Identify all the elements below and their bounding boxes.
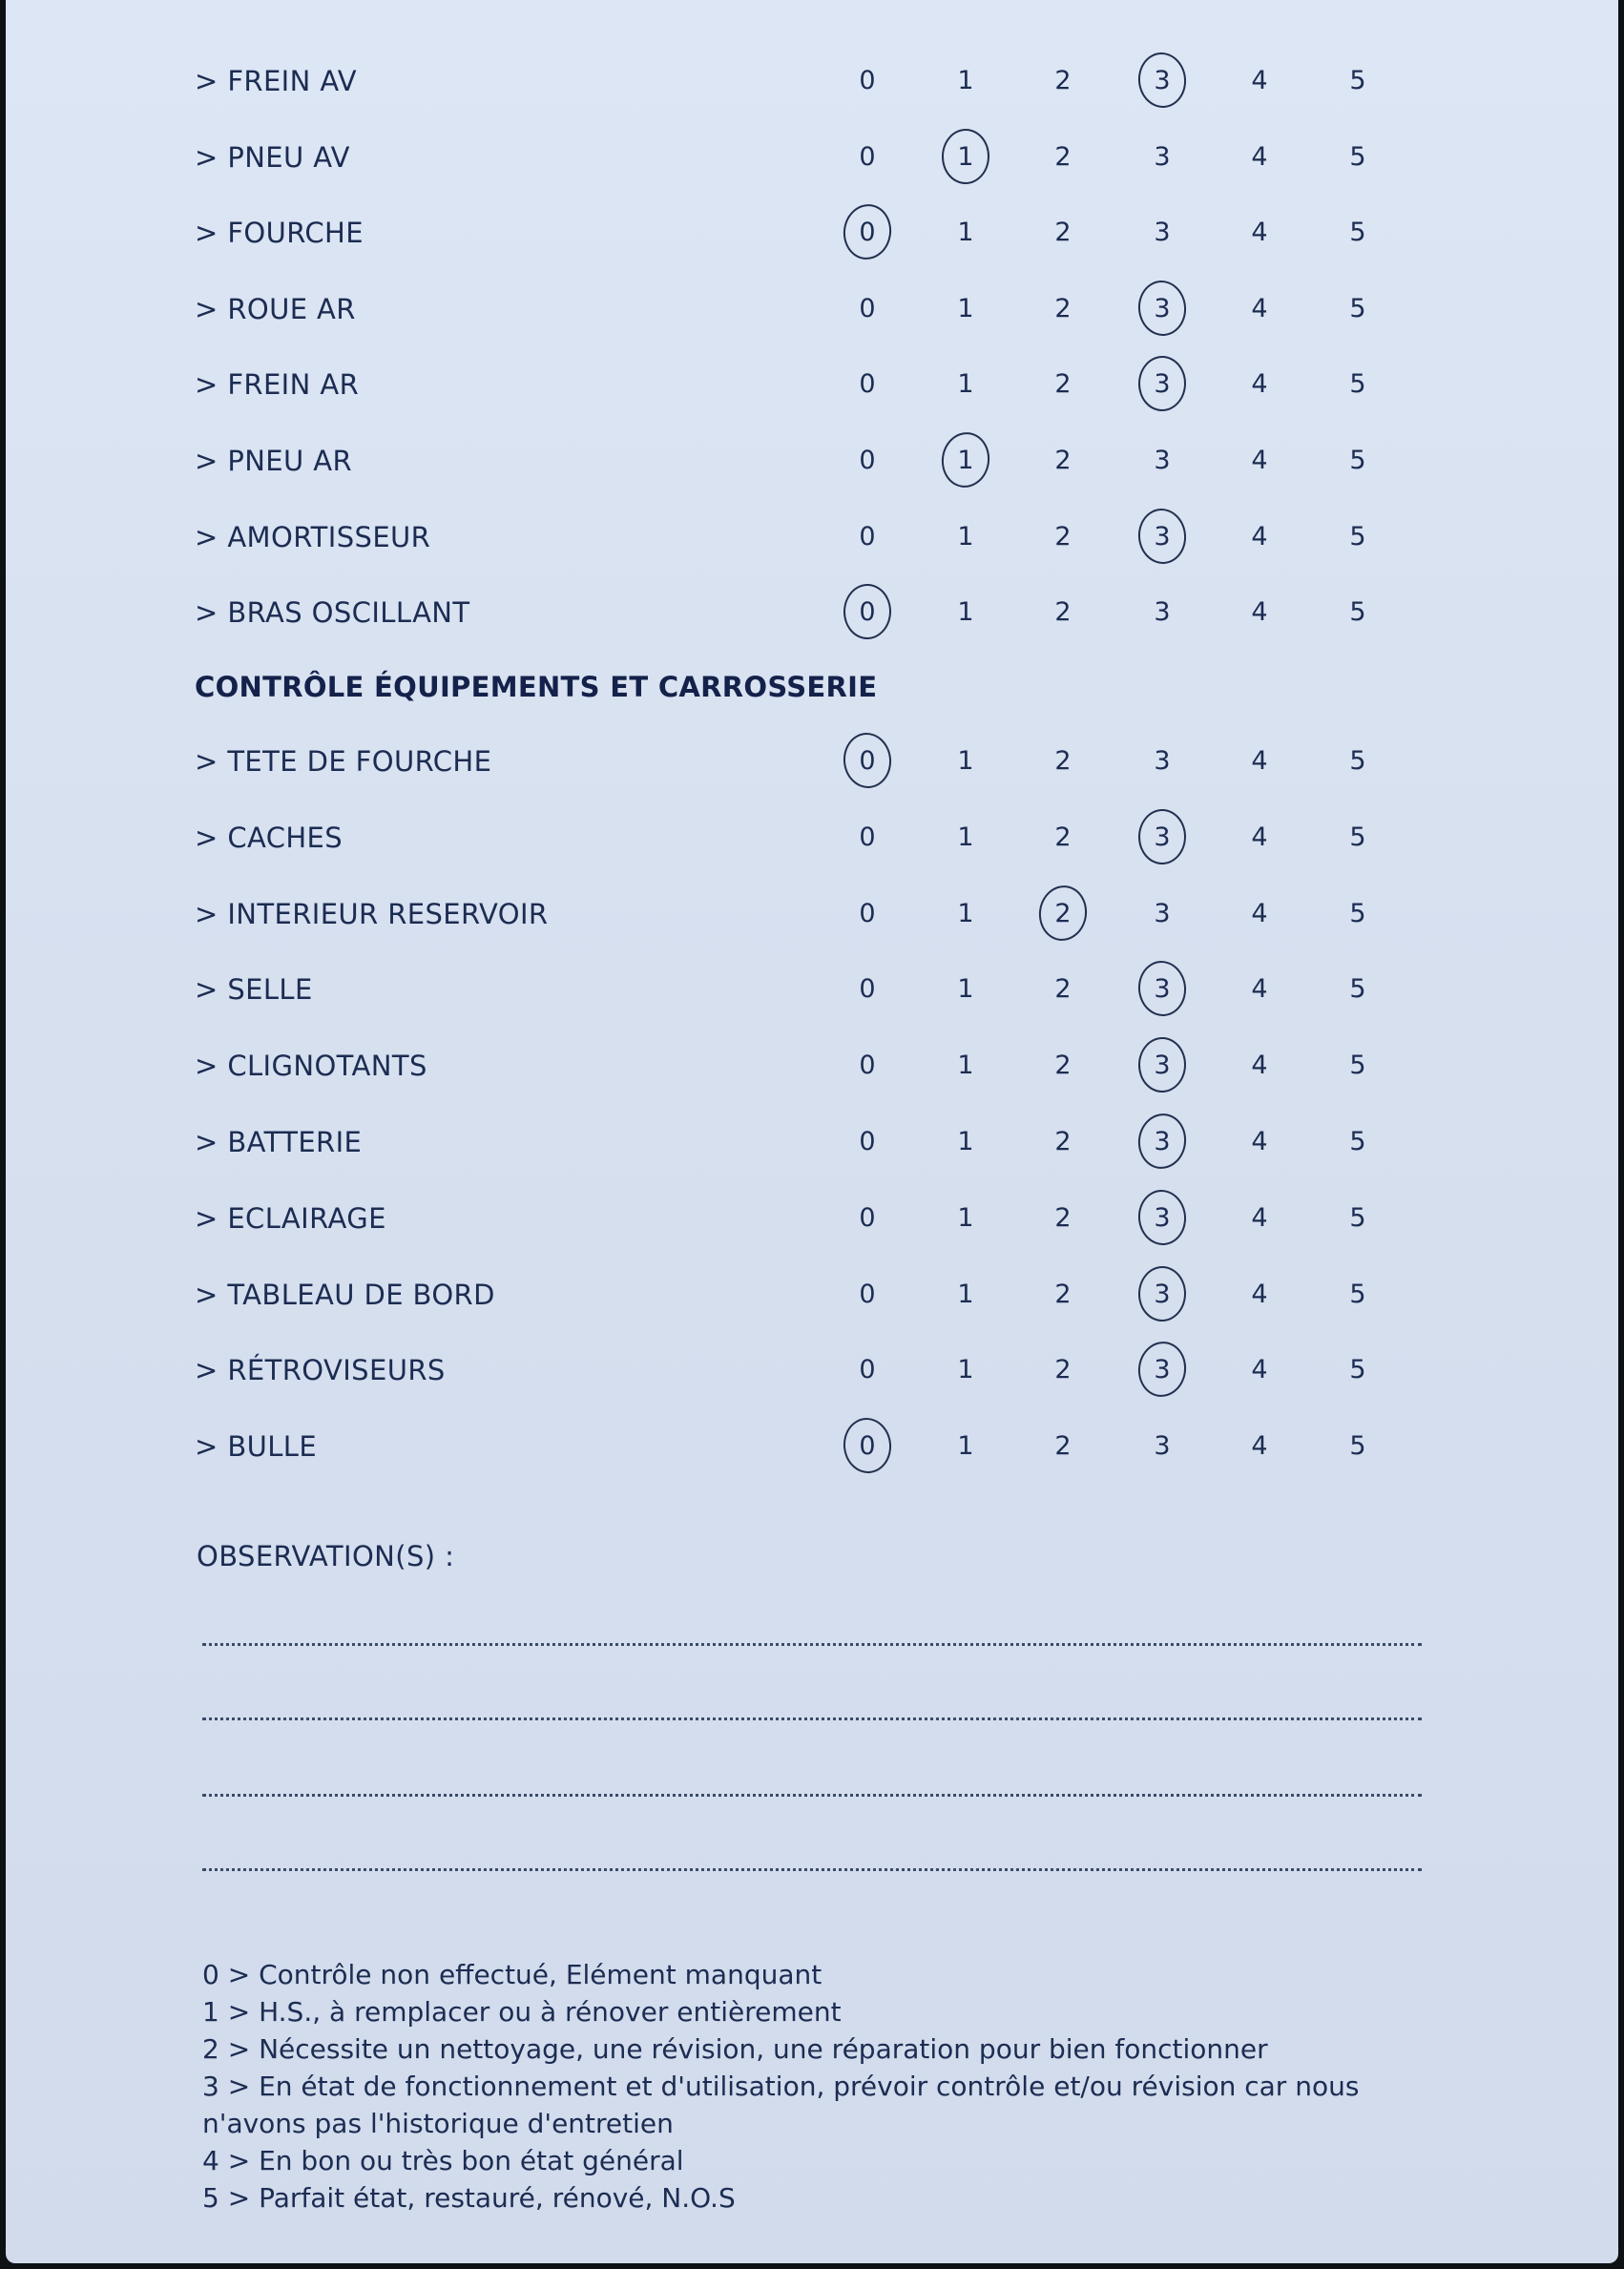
rating-row xyxy=(6,890,1618,938)
score-option[interactable]: 2 xyxy=(1054,974,1072,1004)
observation-line xyxy=(202,1717,1422,1720)
score-option[interactable]: 3 xyxy=(1154,746,1171,776)
rating-row-label: > SELLE xyxy=(195,973,313,1006)
score-option[interactable]: 3 xyxy=(1154,142,1171,172)
score-option[interactable]: 1 xyxy=(957,899,974,928)
section-title: CONTRÔLE ÉQUIPEMENTS ET CARROSSERIE xyxy=(195,671,878,703)
score-option[interactable]: 3 xyxy=(1154,522,1171,552)
score-option[interactable]: 4 xyxy=(1251,446,1268,475)
rating-row-label: > BATTERIE xyxy=(195,1126,363,1158)
score-option[interactable]: 4 xyxy=(1251,218,1268,247)
score-option[interactable]: 4 xyxy=(1251,597,1268,627)
legend-line: 5 > Parfait état, restauré, rénové, N.O.S xyxy=(202,2182,736,2214)
observation-line xyxy=(202,1794,1422,1797)
rating-row xyxy=(6,814,1618,862)
rating-row-label: > TETE DE FOURCHE xyxy=(195,745,492,778)
score-option[interactable]: 0 xyxy=(859,1355,876,1384)
score-option[interactable]: 2 xyxy=(1054,1203,1072,1233)
score-option[interactable]: 5 xyxy=(1349,218,1366,247)
rating-row xyxy=(6,134,1618,181)
score-option[interactable]: 4 xyxy=(1251,294,1268,323)
score-option[interactable]: 4 xyxy=(1251,746,1268,776)
score-option[interactable]: 0 xyxy=(859,142,876,172)
rating-row xyxy=(6,361,1618,408)
score-option[interactable]: 5 xyxy=(1349,142,1366,172)
score-option[interactable]: 5 xyxy=(1349,522,1366,552)
rating-row xyxy=(6,1346,1618,1394)
score-option[interactable]: 4 xyxy=(1251,974,1268,1004)
rating-row-label: > BRAS OSCILLANT xyxy=(195,596,470,629)
score-option[interactable]: 5 xyxy=(1349,822,1366,852)
score-option[interactable]: 4 xyxy=(1251,522,1268,552)
rating-row-label: > FOURCHE xyxy=(195,217,364,249)
inspection-sheet xyxy=(6,0,1618,2263)
score-option[interactable]: 3 xyxy=(1154,822,1171,852)
rating-row-label: > PNEU AR xyxy=(195,445,353,477)
rating-row-label: > INTERIEUR RESERVOIR xyxy=(195,898,549,930)
score-option[interactable]: 1 xyxy=(957,142,974,172)
score-option[interactable]: 0 xyxy=(859,597,876,627)
score-option[interactable]: 1 xyxy=(957,446,974,475)
rating-row xyxy=(6,738,1618,785)
score-option[interactable]: 1 xyxy=(957,522,974,552)
rating-row-label: > CLIGNOTANTS xyxy=(195,1050,427,1082)
rating-row xyxy=(6,1423,1618,1470)
score-option[interactable]: 2 xyxy=(1054,369,1072,399)
score-option[interactable]: 5 xyxy=(1349,746,1366,776)
score-option[interactable]: 3 xyxy=(1154,66,1171,95)
score-option[interactable]: 4 xyxy=(1251,1127,1268,1156)
legend-line: 1 > H.S., à remplacer ou à rénover entièrement xyxy=(202,1996,842,2028)
score-option[interactable]: 1 xyxy=(957,369,974,399)
observations-title: OBSERVATION(S) : xyxy=(197,1540,455,1572)
legend-line: 2 > Nécessite un nettoyage, une révision, une réparation pour bien fonctionner xyxy=(202,2033,1268,2065)
score-option[interactable]: 4 xyxy=(1251,369,1268,399)
score-option[interactable]: 1 xyxy=(957,597,974,627)
score-option[interactable]: 4 xyxy=(1251,1280,1268,1309)
score-option[interactable]: 1 xyxy=(957,218,974,247)
rating-row-label: > FREIN AR xyxy=(195,368,360,401)
rating-row xyxy=(6,966,1618,1013)
score-option[interactable]: 4 xyxy=(1251,1355,1268,1384)
score-option[interactable]: 1 xyxy=(957,1280,974,1309)
score-option[interactable]: 5 xyxy=(1349,1051,1366,1080)
score-option[interactable]: 0 xyxy=(859,446,876,475)
score-option[interactable]: 3 xyxy=(1154,218,1171,247)
rating-row xyxy=(6,1195,1618,1242)
rating-row xyxy=(6,1118,1618,1166)
rating-row xyxy=(6,589,1618,636)
score-option[interactable]: 0 xyxy=(859,822,876,852)
rating-row xyxy=(6,1042,1618,1090)
rating-row xyxy=(6,437,1618,485)
score-option[interactable]: 5 xyxy=(1349,1280,1366,1309)
score-option[interactable]: 5 xyxy=(1349,1431,1366,1461)
score-option[interactable]: 4 xyxy=(1251,1051,1268,1080)
legend-line: 0 > Contrôle non effectué, Elément manquant xyxy=(202,1959,822,1990)
score-option[interactable]: 5 xyxy=(1349,1127,1366,1156)
score-option[interactable]: 2 xyxy=(1054,294,1072,323)
score-option[interactable]: 1 xyxy=(957,66,974,95)
score-option[interactable]: 2 xyxy=(1054,522,1072,552)
score-option[interactable]: 4 xyxy=(1251,1431,1268,1461)
score-option[interactable]: 2 xyxy=(1054,1280,1072,1309)
score-option[interactable]: 5 xyxy=(1349,294,1366,323)
score-option[interactable]: 3 xyxy=(1154,1355,1171,1384)
score-option[interactable]: 0 xyxy=(859,1203,876,1233)
score-option[interactable]: 2 xyxy=(1054,1431,1072,1461)
score-option[interactable]: 0 xyxy=(859,218,876,247)
score-option[interactable]: 1 xyxy=(957,822,974,852)
score-option[interactable]: 4 xyxy=(1251,66,1268,95)
score-option[interactable]: 1 xyxy=(957,1431,974,1461)
score-option[interactable]: 1 xyxy=(957,746,974,776)
legend-line: 3 > En état de fonctionnement et d'utilisation, prévoir contrôle et/ou révision car nous xyxy=(202,2071,1360,2102)
score-option[interactable]: 5 xyxy=(1349,597,1366,627)
rating-row xyxy=(6,209,1618,257)
score-option[interactable]: 0 xyxy=(859,294,876,323)
score-option[interactable]: 2 xyxy=(1054,446,1072,475)
score-option[interactable]: 3 xyxy=(1154,597,1171,627)
legend-line: 4 > En bon ou très bon état général xyxy=(202,2145,684,2176)
score-option[interactable]: 3 xyxy=(1154,446,1171,475)
score-option[interactable]: 3 xyxy=(1154,899,1171,928)
score-option[interactable]: 1 xyxy=(957,974,974,1004)
rating-row xyxy=(6,1271,1618,1319)
score-option[interactable]: 0 xyxy=(859,1127,876,1156)
score-option[interactable]: 4 xyxy=(1251,1203,1268,1233)
rating-row-label: > ECLAIRAGE xyxy=(195,1202,386,1235)
score-option[interactable]: 2 xyxy=(1054,1355,1072,1384)
score-option[interactable]: 0 xyxy=(859,1280,876,1309)
score-option[interactable]: 0 xyxy=(859,522,876,552)
score-option[interactable]: 3 xyxy=(1154,1280,1171,1309)
score-option[interactable]: 3 xyxy=(1154,974,1171,1004)
observation-line xyxy=(202,1643,1422,1646)
score-option[interactable]: 5 xyxy=(1349,66,1366,95)
score-option[interactable]: 5 xyxy=(1349,1355,1366,1384)
rating-row xyxy=(6,285,1618,333)
score-option[interactable]: 2 xyxy=(1054,1127,1072,1156)
score-option[interactable]: 0 xyxy=(859,746,876,776)
score-option[interactable]: 0 xyxy=(859,66,876,95)
score-option[interactable]: 4 xyxy=(1251,142,1268,172)
score-option[interactable]: 4 xyxy=(1251,822,1268,852)
score-option[interactable]: 5 xyxy=(1349,446,1366,475)
rating-row-label: > RÉTROVISEURS xyxy=(195,1354,446,1386)
score-option[interactable]: 3 xyxy=(1154,1203,1171,1233)
rating-row xyxy=(6,513,1618,561)
score-option[interactable]: 2 xyxy=(1054,899,1072,928)
score-option[interactable]: 3 xyxy=(1154,1127,1171,1156)
score-option[interactable]: 2 xyxy=(1054,822,1072,852)
score-option[interactable]: 0 xyxy=(859,369,876,399)
score-option[interactable]: 1 xyxy=(957,1127,974,1156)
score-option[interactable]: 2 xyxy=(1054,746,1072,776)
score-option[interactable]: 0 xyxy=(859,974,876,1004)
rating-row-label: > FREIN AV xyxy=(195,65,357,97)
score-option[interactable]: 1 xyxy=(957,1051,974,1080)
score-option[interactable]: 2 xyxy=(1054,218,1072,247)
score-option[interactable]: 5 xyxy=(1349,899,1366,928)
rating-legend xyxy=(202,1956,1443,2217)
score-option[interactable]: 5 xyxy=(1349,369,1366,399)
score-option[interactable]: 0 xyxy=(859,899,876,928)
score-option[interactable]: 3 xyxy=(1154,1431,1171,1461)
score-option[interactable]: 0 xyxy=(859,1051,876,1080)
score-option[interactable]: 3 xyxy=(1154,294,1171,323)
rating-row-label: > ROUE AR xyxy=(195,293,356,325)
score-option[interactable]: 1 xyxy=(957,294,974,323)
rating-row-label: > CACHES xyxy=(195,822,344,854)
score-option[interactable]: 2 xyxy=(1054,597,1072,627)
score-option[interactable]: 3 xyxy=(1154,1051,1171,1080)
score-option[interactable]: 5 xyxy=(1349,974,1366,1004)
rating-row-label: > AMORTISSEUR xyxy=(195,521,431,553)
score-option[interactable]: 2 xyxy=(1054,142,1072,172)
score-option[interactable]: 1 xyxy=(957,1203,974,1233)
score-option[interactable]: 2 xyxy=(1054,66,1072,95)
rating-row-label: > BULLE xyxy=(195,1430,318,1463)
rating-row-label: > PNEU AV xyxy=(195,141,350,174)
legend-line: n'avons pas l'historique d'entretien xyxy=(202,2108,674,2139)
rating-row xyxy=(6,57,1618,105)
score-option[interactable]: 1 xyxy=(957,1355,974,1384)
observation-line xyxy=(202,1868,1422,1871)
score-option[interactable]: 0 xyxy=(859,1431,876,1461)
score-option[interactable]: 5 xyxy=(1349,1203,1366,1233)
rating-row-label: > TABLEAU DE BORD xyxy=(195,1279,495,1311)
score-option[interactable]: 2 xyxy=(1054,1051,1072,1080)
score-option[interactable]: 3 xyxy=(1154,369,1171,399)
score-option[interactable]: 4 xyxy=(1251,899,1268,928)
